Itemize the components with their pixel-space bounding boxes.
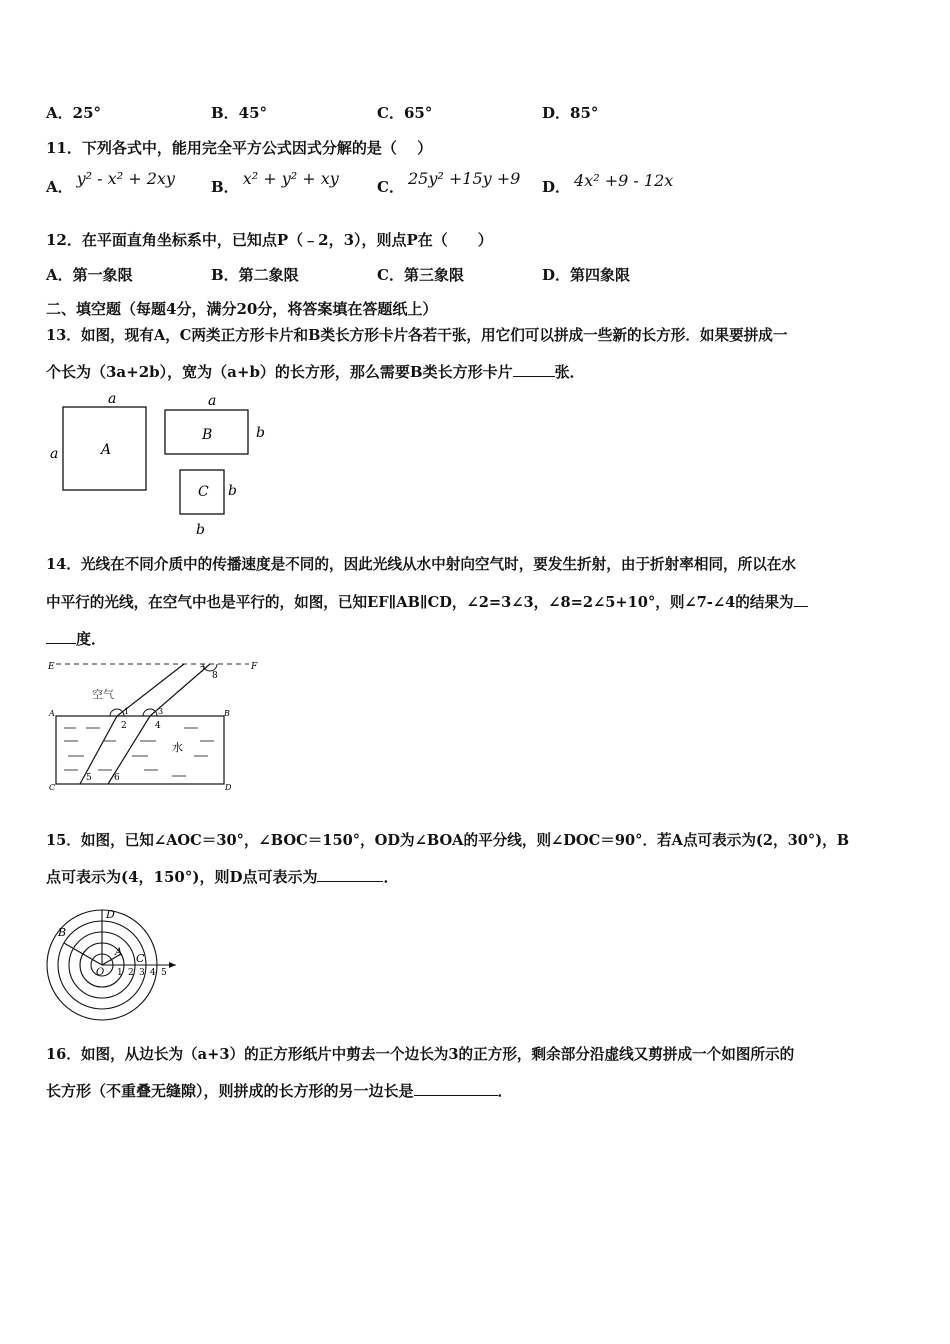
q11-option-d-label: D． bbox=[542, 178, 571, 196]
label-6: 6 bbox=[114, 773, 120, 783]
label-F: F bbox=[251, 662, 258, 672]
q11-option-a-expr: y² - x² + 2xy bbox=[76, 169, 175, 188]
q10-option-d: D．85° bbox=[542, 104, 599, 122]
label-A: A bbox=[115, 947, 123, 958]
q16-text-line2-body: 长方形（不重叠无缝隙），则拼成的长方形的另一边长是 bbox=[46, 1082, 414, 1100]
q13-text-line2-body: 个长为（3a+2b），宽为（a+b）的长方形，那么需要B类长方形卡片 bbox=[46, 363, 513, 381]
q16-text-line2-end: ． bbox=[497, 1082, 513, 1100]
label-air: 空气 bbox=[92, 688, 114, 701]
label-a-top: a bbox=[108, 391, 117, 407]
label-C: C bbox=[198, 484, 209, 500]
label-b-bottom: b bbox=[196, 522, 205, 538]
q11-option-b-label: B． bbox=[211, 178, 239, 196]
q11-option-c bbox=[377, 169, 521, 197]
q14-text-line2 bbox=[46, 591, 808, 612]
label-B: B bbox=[224, 709, 230, 718]
q15-figure bbox=[40, 902, 180, 1022]
q15-text-line1: 15．如图，已知∠AOC＝30°，∠BOC＝150°，OD为∠BOA的平分线，则∠DOC＝90°．若A点可表示为(2，30°)，B bbox=[46, 832, 850, 849]
q11-option-b-expr: x² + y² + xy bbox=[242, 169, 339, 188]
water-dashes bbox=[64, 728, 214, 776]
tick-2: 2 bbox=[128, 968, 134, 978]
q12-option-c: C．第三象限 bbox=[377, 266, 464, 284]
q16-text-line1: 16．如图，从边长为（a+3）的正方形纸片中剪去一个边长为3的正方形，剩余部分沿虚线又剪拼成一个如图所示的 bbox=[46, 1046, 795, 1063]
label-B: B bbox=[58, 926, 67, 939]
ray-1 bbox=[80, 664, 184, 784]
q15-text-line2-body: 点可表示为(4，150°)，则D点可表示为 bbox=[46, 868, 318, 886]
label-b-right: b bbox=[228, 483, 237, 499]
label-2: 2 bbox=[121, 721, 127, 731]
label-A: A bbox=[49, 709, 55, 718]
q13-text-line1: 13．如图，现有A，C两类正方形卡片和B类长方形卡片各若干张，用它们可以拼成一些新的长方形．如果要拼成一 bbox=[46, 327, 788, 344]
tick-4: 4 bbox=[150, 968, 156, 978]
q11-stem: 11．下列各式中，能用完全平方公式因式分解的是（ ） bbox=[46, 139, 433, 157]
q14-text-line1: 14．光线在不同介质中的传播速度是不同的，因此光线从水中射向空气时，要发生折射，由于折射率相同，所以在水 bbox=[46, 556, 797, 573]
q14-answer-blank-start[interactable] bbox=[794, 592, 808, 607]
q16-answer-blank[interactable] bbox=[414, 1081, 498, 1096]
water-tank bbox=[56, 716, 224, 784]
label-b-rect: b bbox=[256, 425, 265, 441]
label-a-rect: a bbox=[208, 393, 217, 409]
axis-arrow bbox=[169, 962, 176, 968]
label-8: 8 bbox=[212, 671, 218, 681]
tick-3: 3 bbox=[139, 968, 145, 978]
q12-option-b: B．第二象限 bbox=[211, 266, 299, 284]
q13-figure bbox=[40, 388, 280, 540]
label-1: 1 bbox=[124, 707, 130, 716]
label-C: C bbox=[49, 783, 56, 792]
label-4: 4 bbox=[155, 721, 161, 731]
q14-text-line3 bbox=[46, 628, 106, 649]
label-E: E bbox=[48, 662, 55, 672]
q13-text-line2-end: 张． bbox=[554, 363, 585, 381]
q14-text-line3-end: 度． bbox=[76, 630, 107, 648]
tick-5: 5 bbox=[161, 968, 167, 978]
q15-answer-blank[interactable] bbox=[317, 867, 383, 882]
q11-option-c-expr: 25y² +15y +9 bbox=[407, 169, 521, 188]
q16-text-line2 bbox=[46, 1080, 513, 1101]
label-A: A bbox=[101, 442, 112, 458]
section-2-heading: 二、填空题（每题4分，满分20分，将答案填在答题纸上） bbox=[46, 300, 438, 318]
q13-text-line2 bbox=[46, 361, 585, 382]
q12-option-d: D．第四象限 bbox=[542, 266, 631, 284]
q14-text-line2-body: 中平行的光线，在空气中也是平行的，如图，已知EF∥AB∥CD，∠2=3∠3，∠8=2∠5+10°，则∠7-∠4的结果为 bbox=[46, 594, 794, 611]
q11-option-d-expr: 4x² +9 - 12x bbox=[574, 171, 674, 190]
label-O: O bbox=[96, 967, 105, 978]
q11-option-a-label: A． bbox=[46, 178, 73, 196]
q12-option-a: A．第一象限 bbox=[46, 266, 133, 284]
q15-text-line2-end: ． bbox=[383, 868, 399, 886]
label-B: B bbox=[202, 427, 213, 443]
label-5: 5 bbox=[86, 773, 92, 783]
q10-option-b: B．45° bbox=[211, 104, 268, 122]
q12-stem: 12．在平面直角坐标系中，已知点P（﹣2，3），则点P在（ ） bbox=[46, 231, 493, 249]
label-C: C bbox=[136, 952, 145, 965]
q11-option-d bbox=[542, 171, 674, 197]
label-a-left: a bbox=[50, 446, 59, 462]
label-3: 3 bbox=[158, 707, 164, 716]
q13-answer-blank[interactable] bbox=[513, 362, 555, 377]
q15-text-line2 bbox=[46, 866, 398, 887]
q14-answer-blank[interactable] bbox=[46, 629, 76, 644]
label-7: 7 bbox=[200, 665, 206, 674]
label-water: 水 bbox=[172, 741, 183, 754]
q10-option-a: A．25° bbox=[46, 104, 102, 122]
q10-option-c: C．65° bbox=[377, 104, 433, 122]
q11-option-b bbox=[211, 169, 339, 197]
label-D: D bbox=[106, 908, 115, 921]
tick-1: 1 bbox=[117, 968, 123, 978]
label-D: D bbox=[225, 783, 232, 792]
q14-figure bbox=[44, 656, 264, 796]
q11-option-a bbox=[46, 169, 175, 197]
q11-option-c-label: C． bbox=[377, 178, 404, 196]
